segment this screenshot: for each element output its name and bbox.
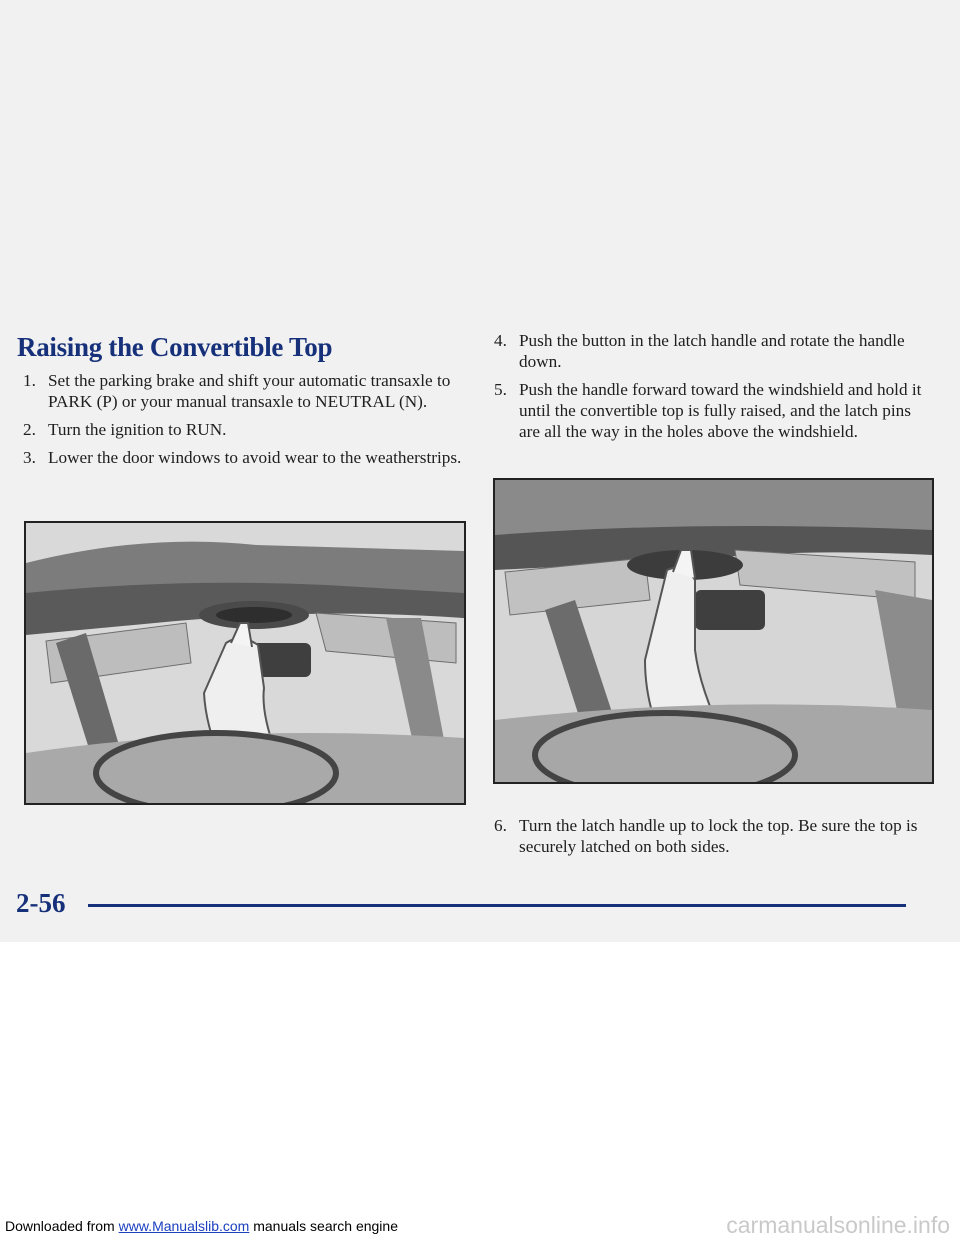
download-suffix: manuals search engine: [249, 1218, 398, 1234]
steps-left-column: [23, 370, 463, 475]
steps-right-column: [494, 330, 924, 449]
step-number: 6.: [494, 816, 507, 835]
step-text: Set the parking brake and shift your automatic transaxle to PARK (P) or your manual transaxle to NEUTRAL (N).: [48, 371, 451, 411]
manualslib-link[interactable]: www.Manualslib.com: [118, 1218, 250, 1234]
step-number: 4.: [494, 331, 507, 350]
steps-bottom-column: [494, 815, 924, 864]
latch-handle-drawing: [495, 480, 932, 782]
step-text: Push the button in the latch handle and rotate the handle down.: [519, 331, 905, 371]
step-text: Push the handle forward toward the windshield and hold it until the convertible top is fully raised, and the latch pins are all the way in the holes above the windshield.: [519, 380, 922, 441]
step-item: [23, 370, 463, 412]
footer-rule: [88, 904, 906, 907]
download-prefix: Downloaded from: [5, 1218, 119, 1234]
download-credit: [5, 1218, 398, 1234]
latch-handle-illustration: [493, 478, 934, 784]
watermark: carmanualsonline.info: [726, 1212, 950, 1238]
step-text: Turn the latch handle up to lock the top. Be sure the top is securely latched on both sides.: [519, 816, 918, 856]
step-item: [494, 330, 924, 372]
step-item: [494, 379, 924, 442]
page-number: 2-56: [16, 888, 66, 918]
latch-button-drawing: [26, 523, 464, 803]
section-title: Raising the Convertible Top: [17, 332, 333, 362]
step-number: 1.: [23, 371, 36, 390]
step-number: 3.: [23, 448, 36, 467]
step-item: [23, 447, 463, 468]
step-number: 5.: [494, 380, 507, 399]
latch-button-illustration: [24, 521, 466, 805]
step-number: 2.: [23, 420, 36, 439]
step-item: [494, 815, 924, 857]
step-text: Turn the ignition to RUN.: [48, 420, 227, 439]
step-item: [23, 419, 463, 440]
step-text: Lower the door windows to avoid wear to the weatherstrips.: [48, 448, 462, 467]
